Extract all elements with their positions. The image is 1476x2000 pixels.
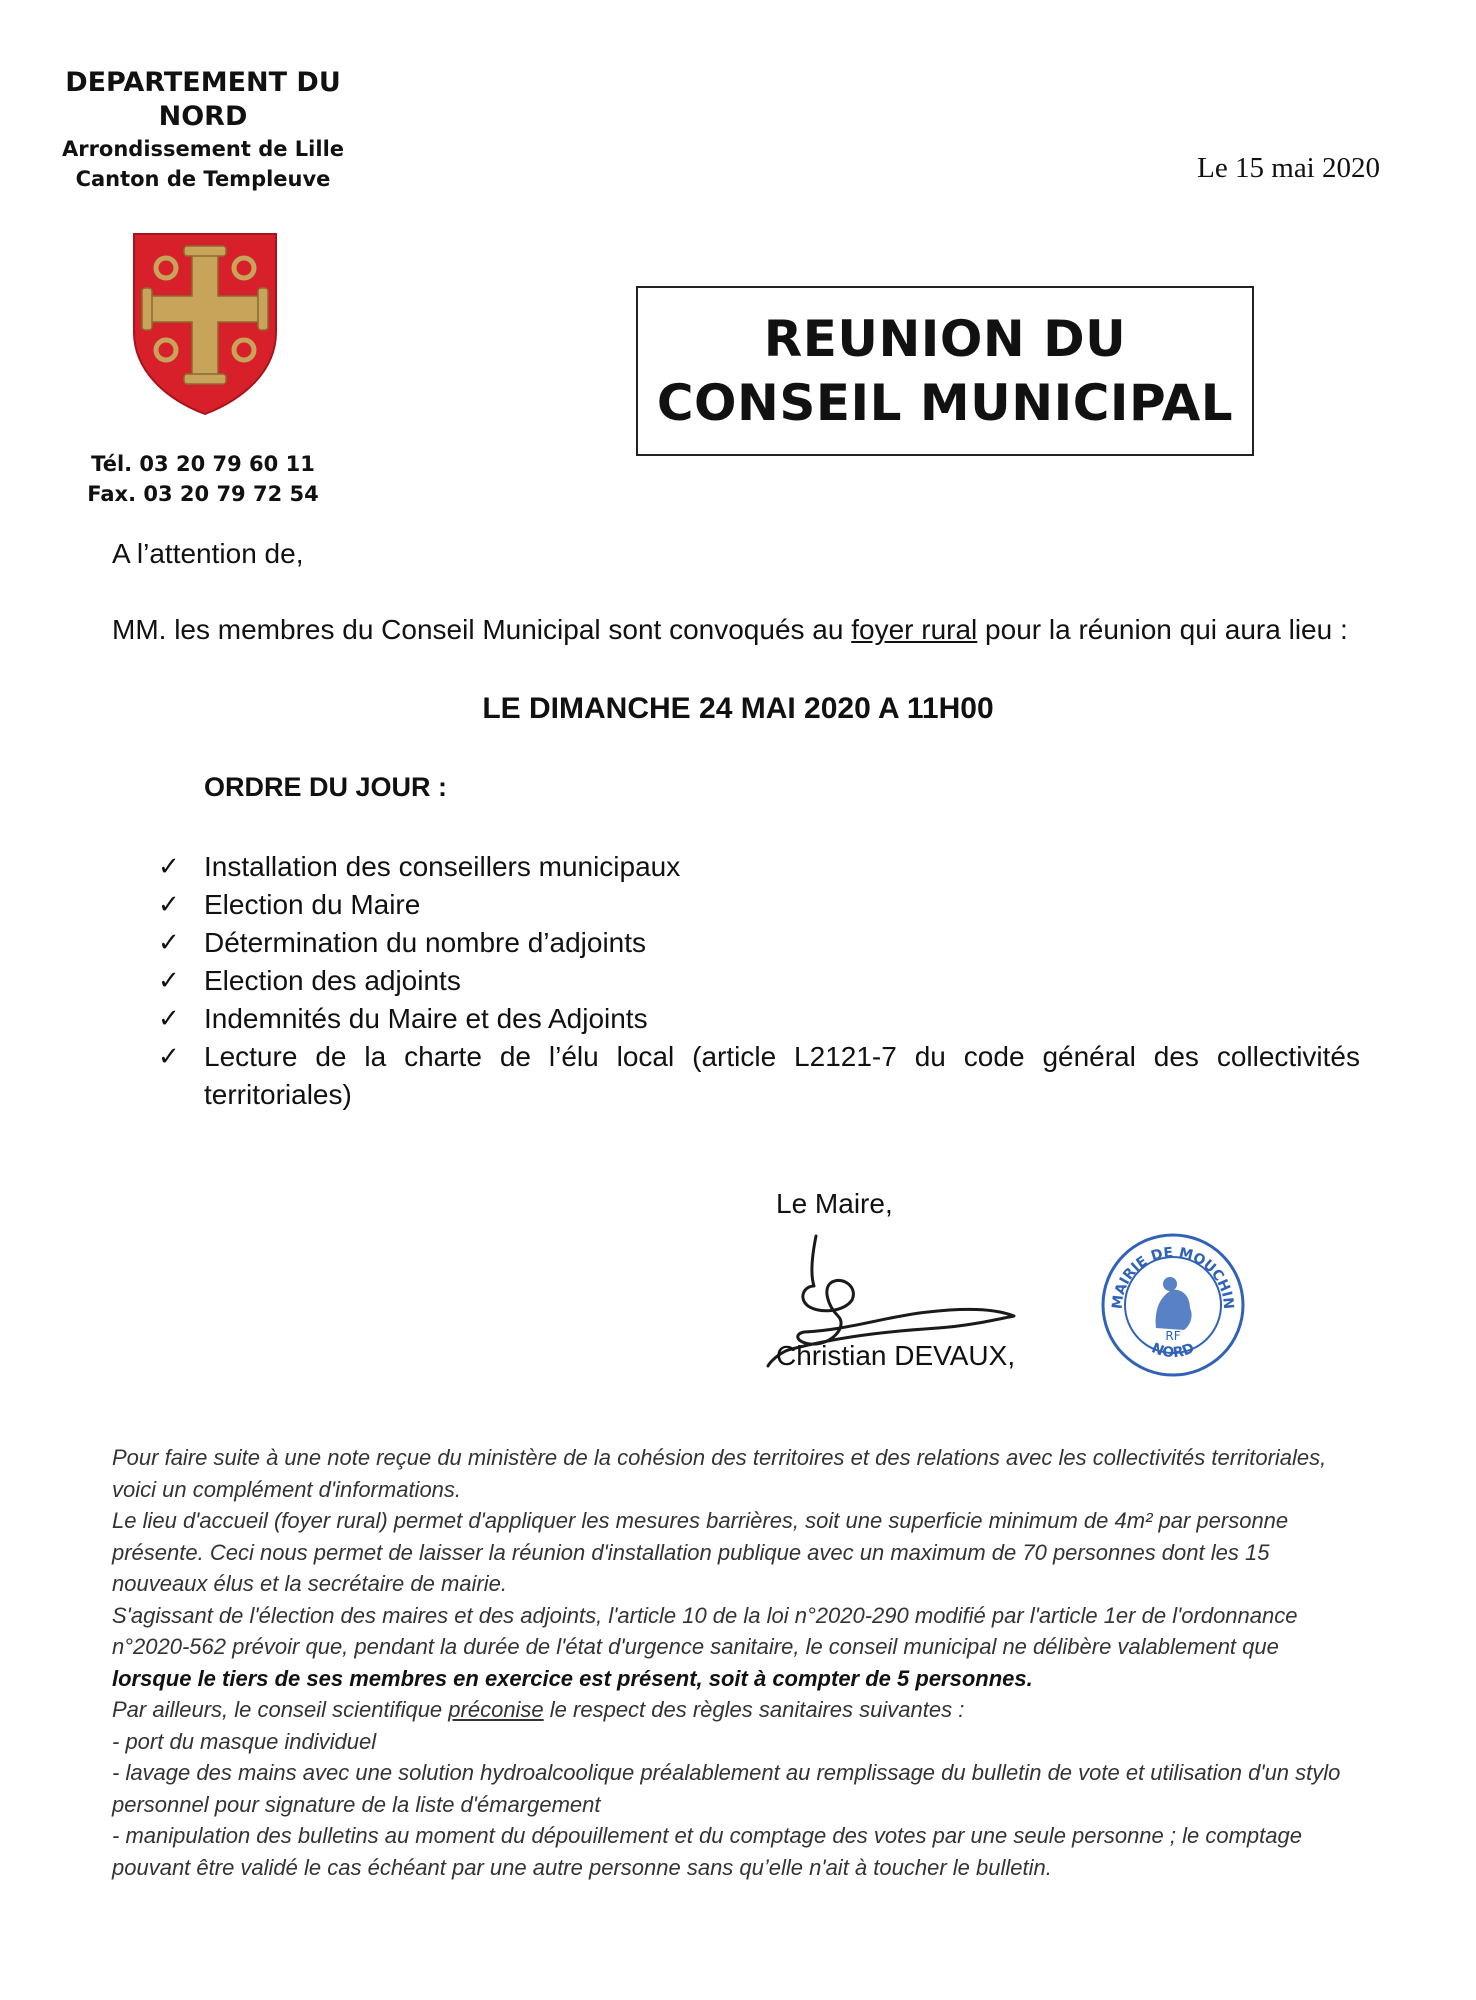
title-line-2: CONSEIL MUNICIPAL — [656, 374, 1234, 432]
note-paragraph: Pour faire suite à une note reçue du ministère de la cohésion des territoires et des relations avec les collectivités territoriales, voici un complément d'informations. — [112, 1445, 1327, 1502]
sanitary-rule: - lavage des mains avec une solution hydroalcoolique préalablement au remplissage du bulletin de vote et utilisation d'un stylo personnel pour signature de la liste d'émargement — [112, 1760, 1341, 1817]
arrondissement: Arrondissement de Lille — [61, 137, 345, 161]
sanitary-rule: - port du masque individuel — [112, 1728, 377, 1754]
meeting-date: LE DIMANCHE 24 MAI 2020 A 11H00 — [482, 692, 994, 725]
agenda-item: ✓ Election des adjoints — [158, 962, 1360, 1000]
document-date: Le 15 mai 2020 — [1197, 152, 1380, 184]
agenda-heading: ORDRE DU JOUR : — [204, 772, 448, 802]
coat-of-arms-icon — [130, 230, 280, 416]
attention-line: A l’attention de, — [112, 538, 304, 569]
sanitary-rule: - manipulation des bulletins au moment du dépouillement et du comptage des votes par une seule personne ; le comptage pouvant être validé le cas échéant par une autre personne sans qu’elle n'ait à toucher le bulletin. — [112, 1823, 1302, 1880]
checkmark-icon: ✓ — [158, 966, 180, 996]
canton: Canton de Templeuve — [75, 167, 331, 191]
department-region: NORD — [158, 101, 248, 132]
stamp-text-bottom: NORD — [1149, 1340, 1197, 1362]
agenda-item: ✓ Indemnités du Maire et des Adjoints — [158, 1000, 1360, 1038]
title-line-1: REUNION DU — [763, 310, 1127, 368]
mairie-stamp-icon — [1098, 1230, 1248, 1380]
agenda-item: ✓ Lecture de la charte de l’élu local (article L2121-7 du code général des collectivités territoriales) — [158, 1038, 1360, 1114]
department-header — [40, 66, 366, 194]
stamp-text-top: MAIRIE DE MOUCHIN — [1109, 1244, 1237, 1310]
title-box — [636, 286, 1254, 456]
signer-role: Le Maire, — [776, 1188, 893, 1219]
phone-number: Tél. 03 20 79 60 11 — [91, 452, 315, 476]
note-paragraph: S'agissant de l'élection des maires et des adjoints, l'article 10 de la loi n°2020-290 modifié par l'article 1er de l'ordonnance n°2020-562 prévoir que, pendant la durée de l'état d'urgence sanitaire, le conseil municipal ne délibère valablement que lorsque le tiers de ses membres en exercice est présent, soit à compter de 5 personnes. — [112, 1602, 1298, 1691]
convocation-before: MM. les membres du Conseil Municipal sont convoqués au — [112, 614, 852, 645]
department-name: DEPARTEMENT DU — [65, 67, 341, 98]
agenda-item: ✓ Détermination du nombre d’adjoints — [158, 924, 1360, 962]
note-paragraph: Le lieu d'accueil (foyer rural) permet d'appliquer les mesures barrières, soit une superficie minimum de 4m² par personne présente. Ceci nous permet de laisser la réunion d'installation publique avec un maximum de 70 personnes dont les 15 nouveaux élus et la secrétaire de mairie. — [112, 1508, 1289, 1596]
fax-number: Fax. 03 20 79 72 54 — [87, 482, 319, 506]
note-paragraph: Par ailleurs, le conseil scientifique préconise le respect des règles sanitaires suivantes : — [112, 1697, 965, 1722]
contact-info — [40, 449, 366, 509]
checkmark-icon: ✓ — [158, 852, 180, 882]
convocation-place: foyer rural — [851, 614, 978, 645]
convocation-after: pour la réunion qui aura lieu : — [977, 614, 1348, 645]
checkmark-icon: ✓ — [158, 890, 180, 920]
signer-name: Christian DEVAUX, — [776, 1340, 1016, 1371]
notes-block — [112, 1442, 1360, 1883]
convocation-text — [112, 614, 1348, 646]
agenda-item: ✓ Election du Maire — [158, 886, 1360, 924]
checkmark-icon: ✓ — [158, 1042, 180, 1072]
quorum-rule: lorsque le tiers de ses membres en exercice est présent, soit à compter de 5 personnes. — [112, 1665, 1033, 1691]
checkmark-icon: ✓ — [158, 928, 180, 958]
agenda-list — [158, 848, 1360, 1114]
stamp-text-center: RF — [1165, 1329, 1181, 1343]
agenda-item: ✓ Installation des conseillers municipaux — [158, 848, 1360, 886]
checkmark-icon: ✓ — [158, 1004, 180, 1034]
